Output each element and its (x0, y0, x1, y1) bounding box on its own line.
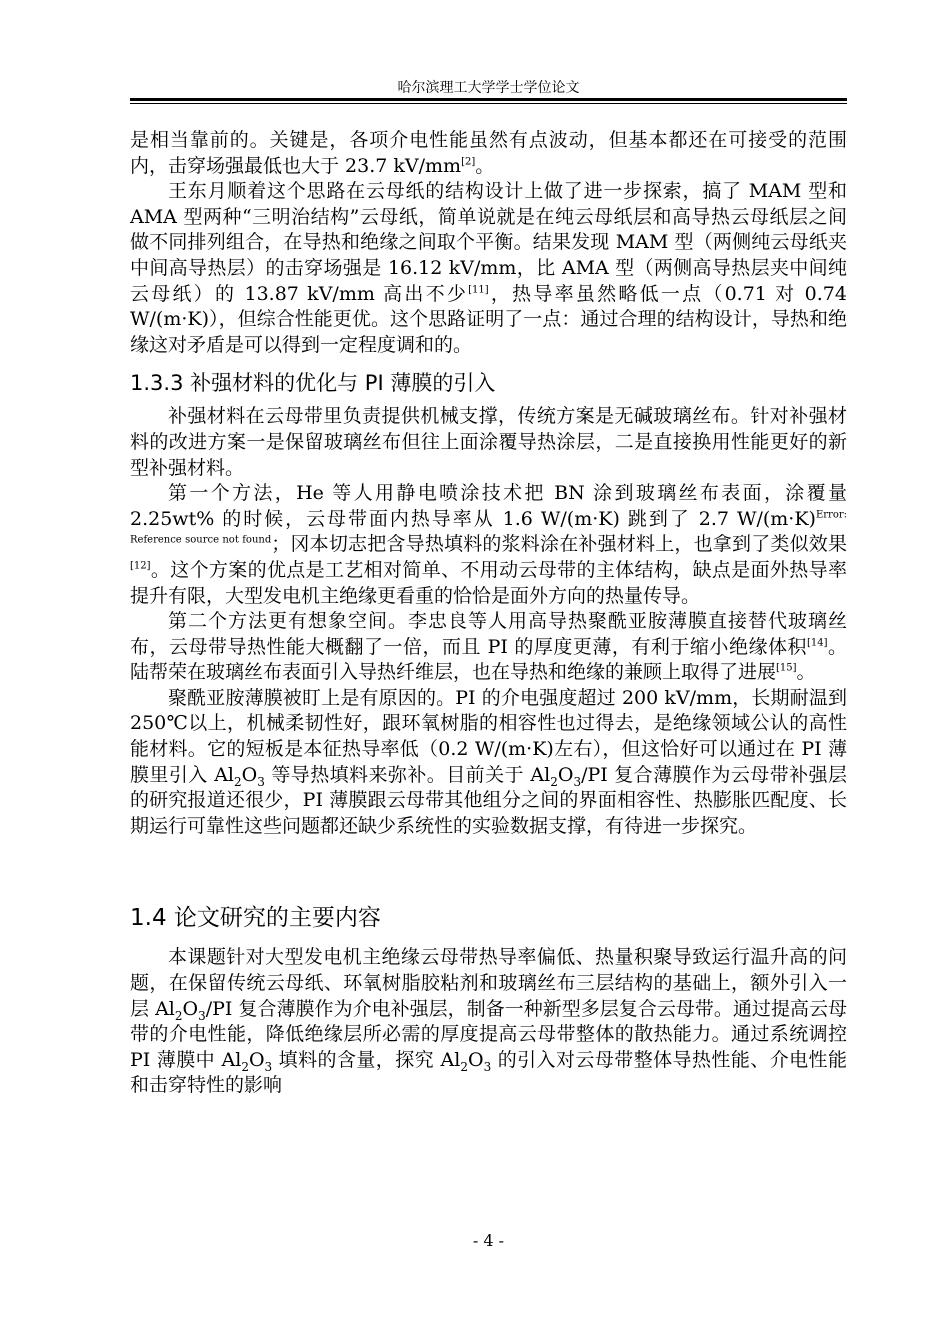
section-heading-1-4: 1.4 论文研究的主要内容 (130, 905, 381, 932)
paragraph-4: 第一个方法，He 等人用静电喷涂技术把 BN 涂到玻璃丝布表面，涂覆量 2.25wt% 的时候，云母带面内热导率从 1.6 W/(m·K) 跳到了 2.7 $W/(m\cdot K)^{Error: Reference source not found}$；冈本切志把含导热填料的浆料涂在补强材料上，也拿到了类似效果[12]。这个方案的优点是工艺相对简单、不用动云母带的主体结构，缺点是面外热导率提升有限，大型发电机主绝缘更看重的恰恰是面外方向的热量传导。 (130, 482, 847, 607)
paragraph-7: 本课题针对大型发电机主绝缘云母带热导率偏低、热量积聚导致运行温升高的问题，在保留传统云母纸、环氧树脂胶粘剂和玻璃丝布三层结构的基础上，额外引入一层 $Al_2O_3/PI$ 复合薄膜作为介电补强层，制备一种新型多层复合云母带。通过提高云母带的介电性能，降低绝缘层所必需的厚度提高云母带整体的散热能力。通过系统调控 PI 薄膜中 $Al_2O_3$ 填料的含量，探究 $Al_2O_3$ 的引入对云母带整体导热性能、介电性能和击穿特性的影响 (130, 946, 847, 1097)
citation[interactable]: [14] (806, 637, 828, 649)
citation[interactable]: [11] (468, 284, 489, 296)
paragraph-5: 第二个方法更有想象空间。李忠良等人用高导热聚酰亚胺薄膜直接替代玻璃丝布，云母带导热性能大概翻了一倍，而且 PI 的厚度更薄，有利于缩小绝缘体积[14]。陆帮荣在玻璃丝布表面引入导热纤维层，也在导热和绝缘的兼顾上取得了进展[15]。 (130, 610, 847, 684)
section-heading-1-3-3: 1.3.3 补强材料的优化与 PI 薄膜的引入 (130, 371, 496, 396)
paragraph-3: 补强材料在云母带里负责提供机械支撑，传统方案是无碱玻璃丝布。针对补强材料的改进方案一是保留玻璃丝布但往上面涂覆导热涂层，二是直接换用性能更好的新型补强材料。 (130, 405, 847, 479)
citation[interactable]: [12] (130, 560, 151, 572)
running-header: 哈尔滨理工大学学士学位论文 (397, 80, 580, 96)
page-number: - 4 - (472, 1231, 505, 1250)
paragraph-1: 是相当靠前的。关键是，各项介电性能虽然有点波动，但基本都还在可接受的范围内，击穿场强最低也大于 23.7 kV/mm[2]。 (130, 129, 847, 177)
citation[interactable]: [2] (461, 156, 476, 168)
paragraph-2: 王东月顺着这个思路在云母纸的结构设计上做了进一步探索，搞了 MAM 型和 AMA 型两种“三明治结构”云母纸，简单说就是在纯云母纸层和高导热云母纸层之间做不同排列组合，在导热和绝缘之间取个平衡。结果发现 MAM 型（两侧纯云母纸夹中间高导热层）的击穿场强是 16.12 kV/mm，比 AMA 型（两侧高导热层夹中间纯云母纸）的 13.87 kV/mm 高出不少[11]，热导率虽然略低一点（0.71 对 0.74 W/(m·K)），但综合性能更优。这个思路证明了一点：通过合理的结构设计，导热和绝缘这对矛盾是可以得到一定程度调和的。 (130, 180, 847, 356)
header-rule-thin (130, 103, 847, 104)
citation[interactable]: [15] (776, 662, 797, 674)
page-body (130, 128, 847, 1099)
paragraph-6: 聚酰亚胺薄膜被盯上是有原因的。PI 的介电强度超过 200 kV/mm，长期耐温到 250℃以上，机械柔韧性好，跟环氧树脂的相容性也过得去，是绝缘领域公认的高性能材料。它的短板是本征热导率低（0.2 W/(m·K)左右），但这恰好可以通过在 PI 薄膜里引入 $Al_2O_3$ 等导热填料来弥补。目前关于 $Al_2O_3/PI$ 复合薄膜作为云母带补强层的研究报道还很少，PI 薄膜跟云母带其他组分之间的界面相容性、热膨胀匹配度、长期运行可靠性这些问题都还缺少系统性的实验数据支撑，有待进一步探究。 (130, 686, 847, 837)
broken-reference: Error: Reference source not found (130, 509, 847, 546)
header-rule-thick (130, 98, 847, 101)
